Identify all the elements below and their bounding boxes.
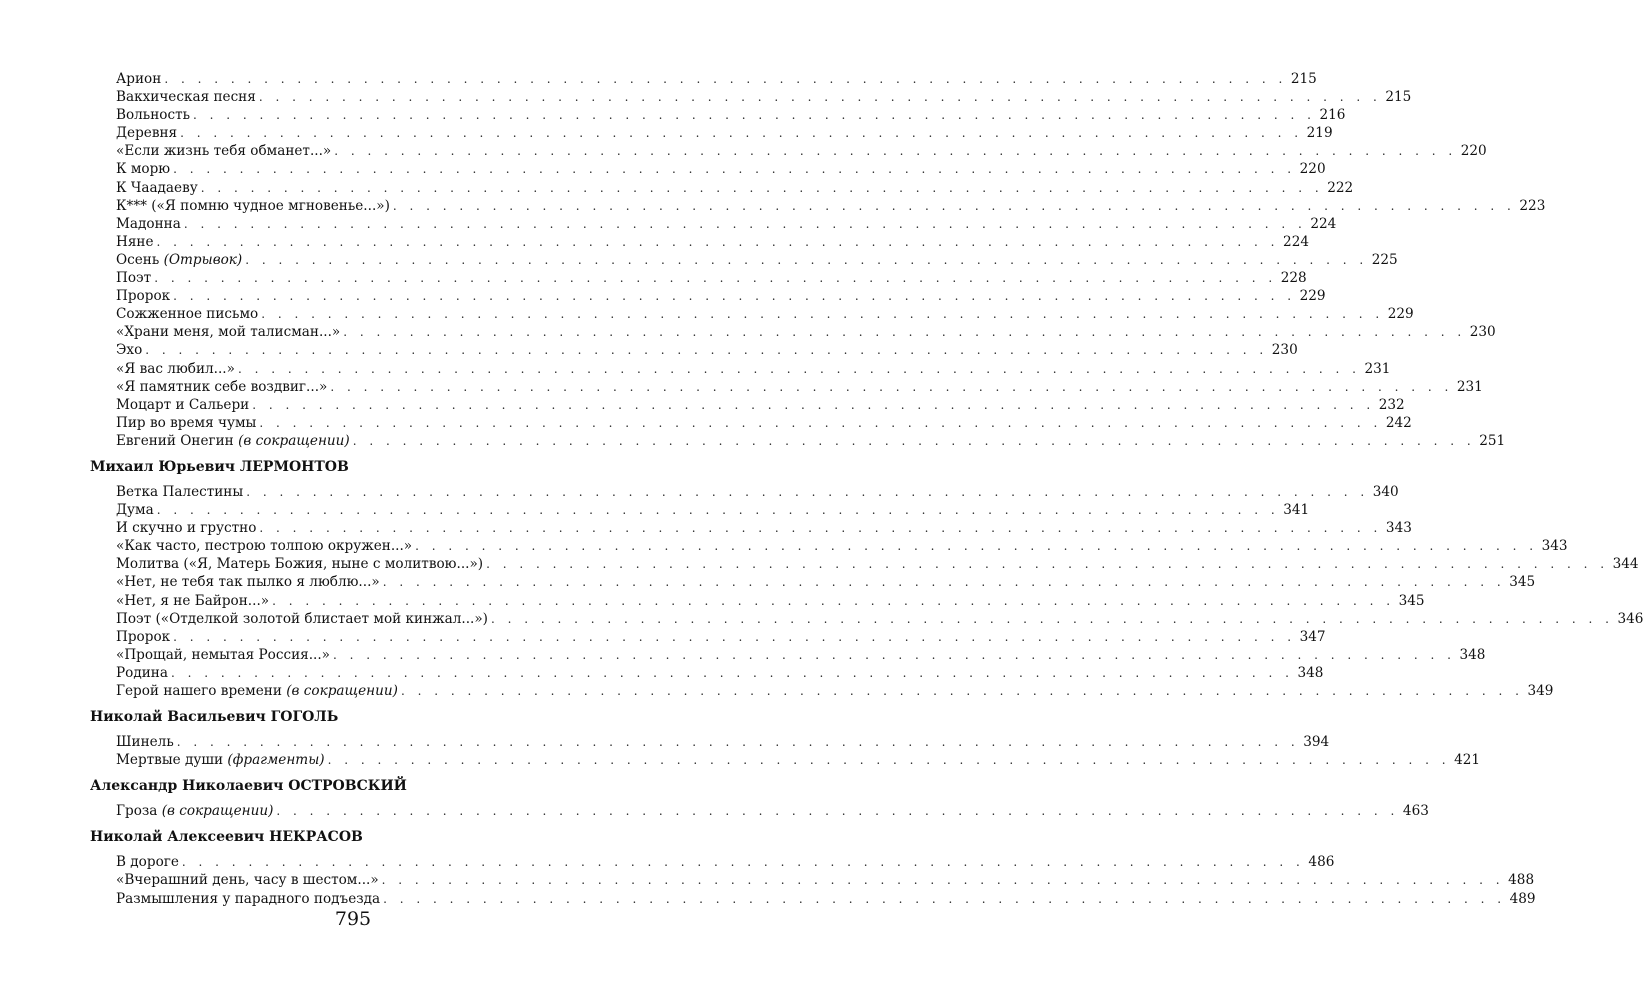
dot-leader: . . . . . . . . . . . . . . . . . . . . . . . . . . . . . . . . . . . . . . . . . . . . . . . . . . . . . . . . . . . . . . . . . . . . xyxy=(400,684,1524,698)
dot-leader: . . . . . . . . . . . . . . . . . . . . . . . . . . . . . . . . . . . . . . . . . . . . . . . . . . . . . . . . . . . . . . . . . . . . xyxy=(261,307,1384,322)
entry-page: 345 xyxy=(1398,592,1425,609)
dot-leader: . . . . . . . . . . . . . . . . . . . . . . . . . . . . . . . . . . . . . . . . . . . . . . . . . . . . . . . . . . . . . . . . . . . . xyxy=(382,575,1506,590)
entry-page: 216 xyxy=(1319,107,1346,124)
entry-title: Ветка Палестины xyxy=(116,483,244,500)
page-number: 795 xyxy=(334,908,372,930)
entry-title: Шинель xyxy=(116,734,174,751)
dot-leader: . . . . . . . . . . . . . . . . . . . . . . . . . . . . . . . . . . . . . . . . . . . . . . . . . . . . . . . . . . . . . . . . . . . . xyxy=(173,162,1296,177)
toc-entries xyxy=(116,802,1429,820)
entry-page: 343 xyxy=(1541,538,1568,555)
entry-title: Поэт («Отделкой золотой блистает мой кинжал...») xyxy=(116,610,488,627)
author-heading: Михаил Юрьевич ЛЕРМОНТОВ xyxy=(90,458,349,475)
entry-title: «Нет, не тебя так пылко я люблю...» xyxy=(116,574,380,591)
dot-leader: . . . . . . . . . . . . . . . . . . . . . . . . . . . . . . . . . . . . . . . . . . . . . . . . . . . . . . . . . . . . . . . . . . . . xyxy=(183,216,1307,231)
entry-page: 340 xyxy=(1372,483,1399,500)
toc-entry xyxy=(116,305,1414,323)
toc-entry xyxy=(116,124,1333,142)
dot-leader: . . . . . . . . . . . . . . . . . . . . . . . . . . . . . . . . . . . . . . . . . . . . . . . . . . . . . . . . . . . . . . . . . . . . xyxy=(383,891,1506,906)
entry-page: 229 xyxy=(1387,306,1414,323)
toc-entry xyxy=(116,501,1310,519)
entry-title: Размышления у парадного подъезда xyxy=(116,890,381,907)
toc-entry xyxy=(116,106,1346,124)
toc-section xyxy=(90,776,1429,820)
dot-leader: . . . . . . . . . . . . . . . . . . . . . . . . . . . . . . . . . . . . . . . . . . . . . . . . . . . . . . . . . . . . . . . . . . . . xyxy=(259,415,1382,430)
dot-leader: . . . . . . . . . . . . . . . . . . . . . . . . . . . . . . . . . . . . . . . . . . . . . . . . . . . . . . . . . . . . . . . . . . . . xyxy=(415,539,1538,554)
toc-entry xyxy=(116,628,1326,646)
toc-entries xyxy=(116,483,1643,700)
table-of-contents xyxy=(90,70,1643,908)
entry-page: 347 xyxy=(1299,628,1326,645)
dot-leader: . . . . . . . . . . . . . . . . . . . . . . . . . . . . . . . . . . . . . . . . . . . . . . . . . . . . . . . . . . . . . . . . . . . . xyxy=(486,557,1609,572)
toc-entry xyxy=(116,142,1487,160)
toc-entry xyxy=(116,160,1326,178)
entry-page: 348 xyxy=(1459,646,1486,663)
dot-leader: . . . . . . . . . . . . . . . . . . . . . . . . . . . . . . . . . . . . . . . . . . . . . . . . . . . . . . . . . . . . . . . . . . . . xyxy=(246,484,1369,499)
dot-leader: . . . . . . . . . . . . . . . . . . . . . . . . . . . . . . . . . . . . . . . . . . . . . . . . . . . . . . . . . . . . . . . . . . . . xyxy=(259,521,1382,536)
toc-entry xyxy=(116,70,1317,88)
dot-leader: . . . . . . . . . . . . . . . . . . . . . . . . . . . . . . . . . . . . . . . . . . . . . . . . . . . . . . . . . . . . . . . . . . . . xyxy=(252,397,1375,412)
dot-leader: . . . . . . . . . . . . . . . . . . . . . . . . . . . . . . . . . . . . . . . . . . . . . . . . . . . . . . . . . . . . . . . . . . . . xyxy=(272,593,1395,608)
entry-page: 223 xyxy=(1519,197,1546,214)
entry-page: 345 xyxy=(1509,574,1536,591)
toc-entry xyxy=(116,871,1535,889)
toc-entry xyxy=(116,269,1307,287)
entry-title: Евгений Онегин (в сокращении) xyxy=(116,432,350,449)
entry-title: «Как часто, пестрою толпою окружен...» xyxy=(116,538,413,555)
entry-page: 231 xyxy=(1456,378,1483,395)
entry-title: «Нет, я не Байрон...» xyxy=(116,592,270,609)
entry-page: 341 xyxy=(1283,502,1310,519)
entry-page: 215 xyxy=(1290,71,1317,87)
toc-entry xyxy=(116,573,1536,591)
dot-leader: . . . . . . . . . . . . . . . . . . . . . . . . . . . . . . . . . . . . . . . . . . . . . . . . . . . . . . . . . . . . . . . . . . . . xyxy=(156,234,1279,249)
entry-page: 251 xyxy=(1479,432,1506,449)
dot-leader: . . . . . . . . . . . . . . . . . . . . . . . . . . . . . . . . . . . . . . . . . . . . . . . . . . . . . . . . . . . . . . . . . . . . xyxy=(330,379,1453,394)
toc-entry xyxy=(116,341,1298,359)
dot-leader: . . . . . . . . . . . . . . . . . . . . . . . . . . . . . . . . . . . . . . . . . . . . . . . . . . . . . . . . . . . . . . . . . . . . xyxy=(156,503,1280,518)
toc-entry xyxy=(116,802,1429,820)
toc-section xyxy=(90,70,1546,450)
entry-page: 224 xyxy=(1283,233,1309,250)
dot-leader: . . . . . . . . . . . . . . . . . . . . . . . . . . . . . . . . . . . . . . . . . . . . . . . . . . . . . . . . . . . . . . . . . . . . xyxy=(327,753,1451,768)
toc-entry xyxy=(116,751,1481,769)
toc-entry xyxy=(116,215,1337,233)
toc-section xyxy=(90,827,1536,907)
entry-title: Пророк xyxy=(116,288,171,305)
entry-page: 230 xyxy=(1469,324,1496,341)
toc-entry xyxy=(116,251,1398,269)
toc-entry xyxy=(116,682,1554,700)
dot-leader: . . . . . . . . . . . . . . . . . . . . . . . . . . . . . . . . . . . . . . . . . . . . . . . . . . . . . . . . . . . . . . . . . . . . xyxy=(352,433,1476,448)
entry-page: 220 xyxy=(1299,161,1326,178)
toc-section xyxy=(90,457,1643,700)
entry-page: 231 xyxy=(1364,360,1391,377)
entry-page: 228 xyxy=(1280,270,1307,287)
author-heading: Николай Васильевич ГОГОЛЬ xyxy=(90,709,339,726)
toc-entries xyxy=(116,70,1546,450)
toc-entries xyxy=(116,733,1481,769)
dot-leader: . . . . . . . . . . . . . . . . . . . . . . . . . . . . . . . . . . . . . . . . . . . . . . . . . . . . . . . . . . . . . . . . . . . . xyxy=(176,735,1300,750)
entry-title: «Если жизнь тебя обманет...» xyxy=(116,143,332,160)
dot-leader: . . . . . . . . . . . . . . . . . . . . . . . . . . . . . . . . . . . . . . . . . . . . . . . . . . . . . . . . . . . . . . . . . . . . xyxy=(193,108,1316,123)
entry-title: Мертвые души (фрагменты) xyxy=(116,752,325,769)
entry-title: Родина xyxy=(116,664,168,681)
toc-entry xyxy=(116,733,1330,751)
dot-leader: . . . . . . . . . . . . . . . . . . . . . . . . . . . . . . . . . . . . . . . . . . . . . . . . . . . . . . . . . . . . . . . . . . . . xyxy=(164,72,1287,86)
dot-leader: . . . . . . . . . . . . . . . . . . . . . . . . . . . . . . . . . . . . . . . . . . . . . . . . . . . . . . . . . . . . . . . . . . . . xyxy=(334,144,1457,159)
dot-leader: . . . . . . . . . . . . . . . . . . . . . . . . . . . . . . . . . . . . . . . . . . . . . . . . . . . . . . . . . . . . . . . . . . . . xyxy=(490,611,1614,626)
entry-title: Вакхическая песня xyxy=(116,89,256,106)
toc-entry xyxy=(116,396,1405,414)
entry-title: Моцарт и Сальери xyxy=(116,396,250,413)
toc-entry xyxy=(116,592,1425,610)
author-heading: Александр Николаевич ОСТРОВСКИЙ xyxy=(90,778,407,795)
toc-section xyxy=(90,707,1481,769)
entry-title: «Я памятник себе воздвиг...» xyxy=(116,378,328,395)
entry-title: К*** («Я помню чудное мгновенье...») xyxy=(116,197,390,214)
entry-page: 215 xyxy=(1385,89,1412,106)
dot-leader: . . . . . . . . . . . . . . . . . . . . . . . . . . . . . . . . . . . . . . . . . . . . . . . . . . . . . . . . . . . . . . . . . . . . xyxy=(154,271,1277,286)
entry-title: Вольность xyxy=(116,107,190,124)
toc-entry xyxy=(116,323,1496,341)
entry-page: 489 xyxy=(1509,890,1536,907)
entry-title: Арион xyxy=(116,71,162,87)
entry-page: 463 xyxy=(1402,803,1429,820)
dot-leader: . . . . . . . . . . . . . . . . . . . . . . . . . . . . . . . . . . . . . . . . . . . . . . . . . . . . . . . . . . . . . . . . . . . . xyxy=(343,325,1466,340)
dot-leader: . . . . . . . . . . . . . . . . . . . . . . . . . . . . . . . . . . . . . . . . . . . . . . . . . . . . . . . . . . . . . . . . . . . . xyxy=(200,180,1324,195)
entry-page: 346 xyxy=(1617,610,1643,627)
toc-entry xyxy=(116,179,1354,197)
entry-page: 394 xyxy=(1303,734,1330,751)
entry-title: Дума xyxy=(116,502,154,519)
entry-title: «Вчерашний день, часу в шестом...» xyxy=(116,872,379,889)
entry-title: Сожженное письмо xyxy=(116,306,259,323)
toc-entry xyxy=(116,378,1483,396)
toc-entry xyxy=(116,610,1643,628)
toc-entry xyxy=(116,519,1412,537)
entry-title: К Чаадаеву xyxy=(116,179,198,196)
dot-leader: . . . . . . . . . . . . . . . . . . . . . . . . . . . . . . . . . . . . . . . . . . . . . . . . . . . . . . . . . . . . . . . . . . . . xyxy=(145,343,1268,358)
entry-page: 488 xyxy=(1508,872,1535,889)
dot-leader: . . . . . . . . . . . . . . . . . . . . . . . . . . . . . . . . . . . . . . . . . . . . . . . . . . . . . . . . . . . . . . . . . . . . xyxy=(173,629,1296,644)
entry-page: 421 xyxy=(1454,752,1481,769)
entry-page: 225 xyxy=(1371,251,1398,268)
entry-page: 222 xyxy=(1327,179,1354,196)
toc-entry xyxy=(116,287,1326,305)
entry-title: Няне xyxy=(116,233,154,250)
entry-title: Эхо xyxy=(116,342,143,359)
dot-leader: . . . . . . . . . . . . . . . . . . . . . . . . . . . . . . . . . . . . . . . . . . . . . . . . . . . . . . . . . . . . . . . . . . . . xyxy=(237,361,1361,376)
entry-title: «Я вас любил...» xyxy=(116,360,235,377)
entry-title: Молитва («Я, Матерь Божия, ныне с молитвою...») xyxy=(116,556,484,573)
entry-page: 344 xyxy=(1612,556,1639,573)
entry-title: Герой нашего времени (в сокращении) xyxy=(116,683,398,699)
entry-title: Деревня xyxy=(116,125,178,142)
entry-page: 219 xyxy=(1306,125,1333,142)
dot-leader: . . . . . . . . . . . . . . . . . . . . . . . . . . . . . . . . . . . . . . . . . . . . . . . . . . . . . . . . . . . . . . . . . . . . xyxy=(258,90,1382,105)
entry-page: 224 xyxy=(1310,215,1337,232)
toc-entry xyxy=(116,233,1309,251)
entry-title: И скучно и грустно xyxy=(116,520,257,537)
toc-entry xyxy=(116,890,1536,908)
entry-page: 229 xyxy=(1299,288,1326,305)
toc-entry xyxy=(116,664,1324,682)
toc-entry xyxy=(116,555,1639,573)
entry-title: В дороге xyxy=(116,854,179,871)
entry-title: Мадонна xyxy=(116,215,181,232)
dot-leader: . . . . . . . . . . . . . . . . . . . . . . . . . . . . . . . . . . . . . . . . . . . . . . . . . . . . . . . . . . . . . . . . . . . . xyxy=(276,804,1399,819)
entry-page: 343 xyxy=(1385,520,1412,537)
toc-entry xyxy=(116,88,1412,106)
entry-page: 232 xyxy=(1378,396,1405,413)
dot-leader: . . . . . . . . . . . . . . . . . . . . . . . . . . . . . . . . . . . . . . . . . . . . . . . . . . . . . . . . . . . . . . . . . . . . xyxy=(170,665,1294,680)
dot-leader: . . . . . . . . . . . . . . . . . . . . . . . . . . . . . . . . . . . . . . . . . . . . . . . . . . . . . . . . . . . . . . . . . . . . xyxy=(333,647,1456,662)
toc-entry xyxy=(116,197,1546,215)
toc-entries xyxy=(116,853,1536,907)
dot-leader: . . . . . . . . . . . . . . . . . . . . . . . . . . . . . . . . . . . . . . . . . . . . . . . . . . . . . . . . . . . . . . . . . . . . xyxy=(392,198,1516,213)
entry-title: Пир во время чумы xyxy=(116,414,257,431)
entry-page: 348 xyxy=(1297,664,1324,681)
entry-title: «Храни меня, мой талисман...» xyxy=(116,324,341,341)
dot-leader: . . . . . . . . . . . . . . . . . . . . . . . . . . . . . . . . . . . . . . . . . . . . . . . . . . . . . . . . . . . . . . . . . . . . xyxy=(173,289,1296,304)
entry-title: К морю xyxy=(116,161,171,178)
toc-entry xyxy=(116,853,1335,871)
entry-page: 486 xyxy=(1308,854,1335,871)
toc-entry xyxy=(116,483,1399,501)
entry-title: Пророк xyxy=(116,628,171,645)
toc-entry xyxy=(116,537,1568,555)
entry-page: 230 xyxy=(1271,342,1298,359)
entry-title: Поэт xyxy=(116,270,152,287)
dot-leader: . . . . . . . . . . . . . . . . . . . . . . . . . . . . . . . . . . . . . . . . . . . . . . . . . . . . . . . . . . . . . . . . . . . . xyxy=(381,873,1505,888)
entry-page: 242 xyxy=(1385,414,1412,431)
dot-leader: . . . . . . . . . . . . . . . . . . . . . . . . . . . . . . . . . . . . . . . . . . . . . . . . . . . . . . . . . . . . . . . . . . . . xyxy=(245,252,1368,267)
dot-leader: . . . . . . . . . . . . . . . . . . . . . . . . . . . . . . . . . . . . . . . . . . . . . . . . . . . . . . . . . . . . . . . . . . . . xyxy=(181,855,1305,870)
entry-title: Осень (Отрывок) xyxy=(116,251,243,268)
toc-entry xyxy=(116,432,1506,450)
entry-page: 220 xyxy=(1460,143,1487,160)
entry-page: 349 xyxy=(1527,683,1554,699)
toc-entry xyxy=(116,360,1391,378)
author-heading: Николай Алексеевич НЕКРАСОВ xyxy=(90,829,363,846)
toc-entry xyxy=(116,646,1486,664)
dot-leader: . . . . . . . . . . . . . . . . . . . . . . . . . . . . . . . . . . . . . . . . . . . . . . . . . . . . . . . . . . . . . . . . . . . . xyxy=(180,126,1303,141)
toc-entry xyxy=(116,414,1412,432)
entry-title: Гроза (в сокращении) xyxy=(116,803,274,820)
entry-title: «Прощай, немытая Россия...» xyxy=(116,646,330,663)
